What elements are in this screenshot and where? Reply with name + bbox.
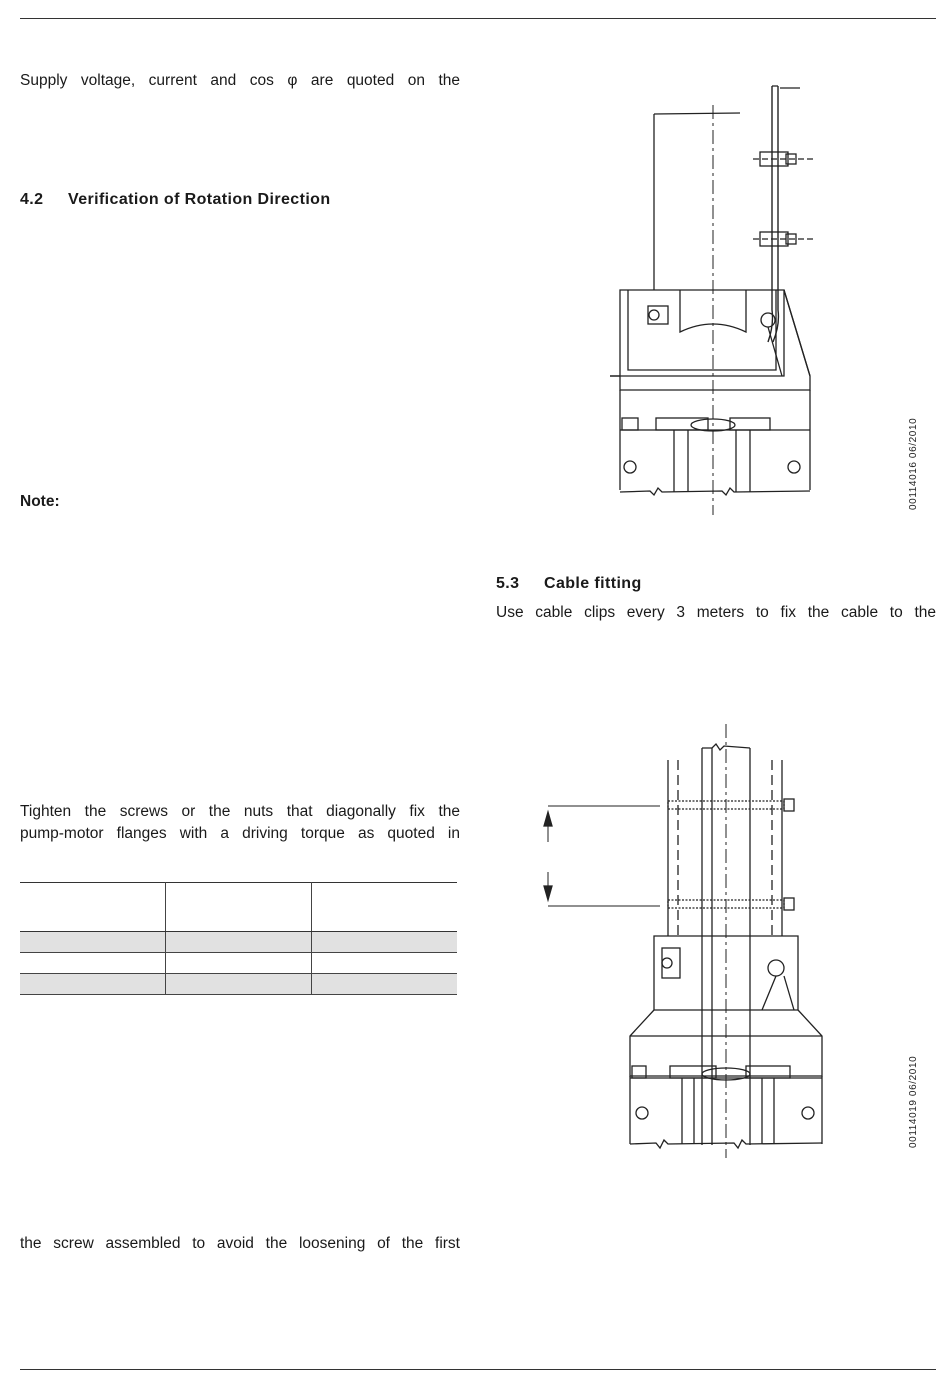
bottom-rule — [20, 1369, 936, 1370]
cable-paragraph: Use cable clips every 3 meters to fix the cable to the — [496, 604, 936, 621]
section-5-3-title: Cable fitting — [544, 575, 642, 592]
table-row — [20, 932, 457, 953]
figure-1-code: 00114016 06/2010 — [908, 417, 919, 510]
figure-2-code: 00114019 06/2010 — [908, 1055, 919, 1148]
tighten-paragraph-line-1: Tighten the screws or the nuts that diagonally fix the — [20, 803, 460, 820]
torque-table — [20, 882, 457, 995]
section-5-3-heading — [496, 575, 642, 593]
table-cell — [165, 883, 311, 932]
table-row — [20, 953, 457, 974]
note-label: Note: — [20, 493, 60, 510]
section-5-3-number: 5.3 — [496, 575, 520, 592]
table-row — [20, 974, 457, 995]
section-4-2-title: Verification of Rotation Direction — [68, 191, 331, 208]
top-rule — [20, 18, 936, 19]
figure-cable-guard-drawing — [610, 80, 830, 520]
table-cell — [311, 883, 457, 932]
table-cell — [20, 883, 165, 932]
tighten-paragraph-line-2: pump-motor flanges with a driving torque as quoted in — [20, 825, 460, 842]
torque-table-header-row — [20, 883, 457, 932]
supply-paragraph: Supply voltage, current and cos φ are quoted on the — [20, 72, 460, 89]
section-4-2-heading — [20, 191, 331, 209]
figure-cable-clips-drawing — [540, 720, 830, 1160]
screw-paragraph: the screw assembled to avoid the loosening of the first — [20, 1235, 460, 1252]
section-4-2-number: 4.2 — [20, 191, 44, 208]
